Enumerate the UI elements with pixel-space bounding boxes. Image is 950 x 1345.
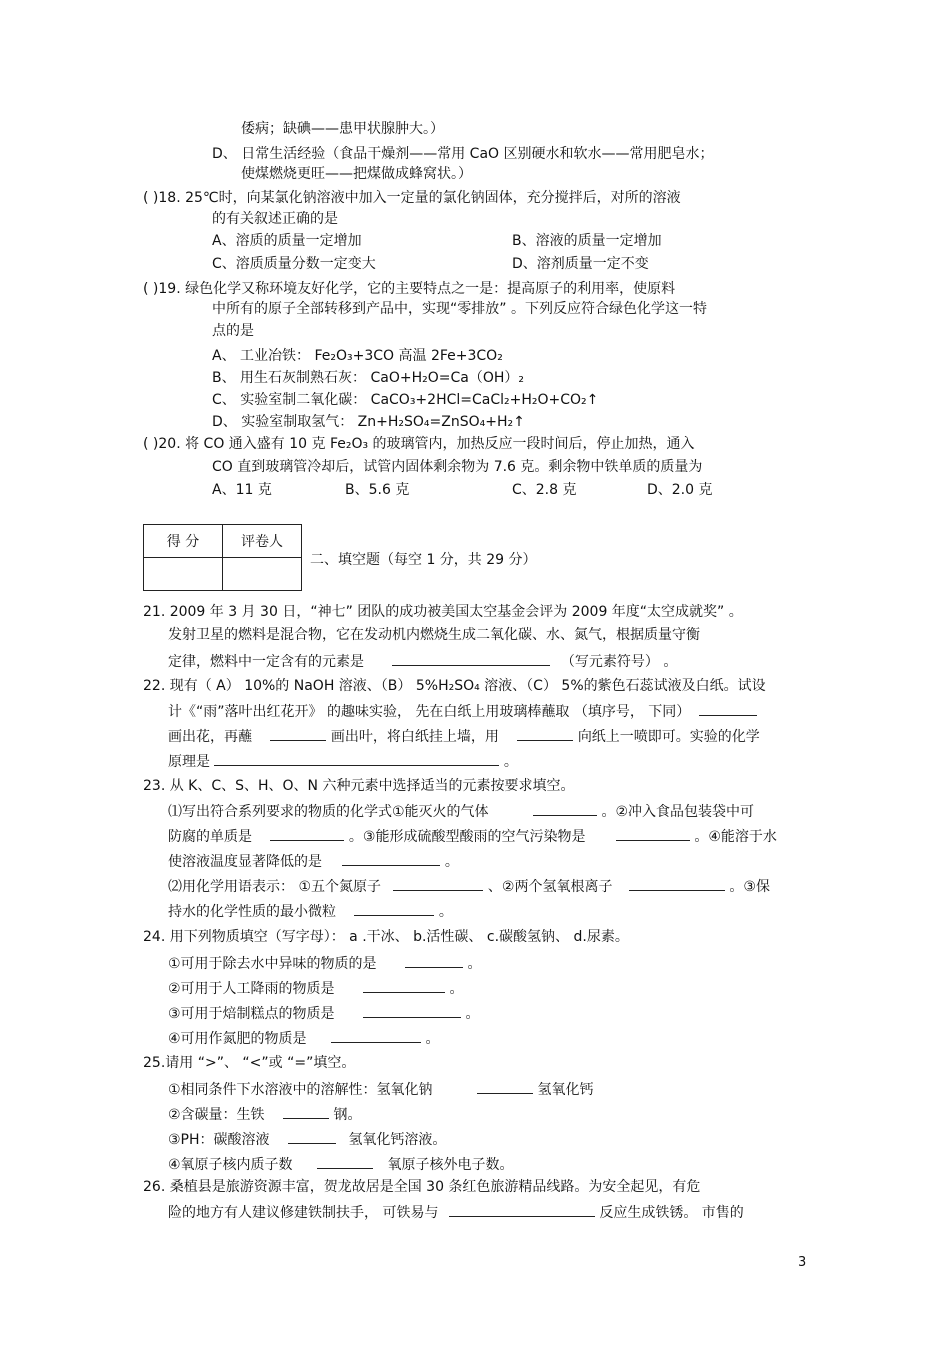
text-segment: ②可用于人工降雨的物质是 (168, 981, 335, 997)
text-segment: 。④能溶于水 (694, 829, 777, 845)
text-line (168, 751, 518, 771)
answer-blank[interactable] (331, 1028, 421, 1043)
question-24: 24. 用下列物质填空（写字母）： a .干冰、 b.活性碳、 c.碳酸氢钠、 d.尿素。 (143, 929, 629, 945)
text-line: D、 日常生活经验（食品干燥剂——常用 CaO 区别硬水和软水——常用肥皂水； (212, 146, 714, 162)
answer-blank[interactable] (363, 1003, 461, 1018)
text-line (168, 801, 754, 821)
text-segment: 向纸上一喷即可。实验的化学 (577, 729, 760, 745)
text-segment: ①相同条件下水溶液中的溶解性：氢氧化钠 (168, 1082, 433, 1098)
answer-blank[interactable] (342, 851, 440, 866)
text-segment: 。 (444, 854, 459, 870)
answer-blank[interactable] (354, 901, 434, 916)
text-segment: （写元素符号） 。 (560, 654, 678, 670)
text-segment: ⑵用化学用语表示： ①五个氮原子 (168, 879, 382, 895)
text-line: 使煤燃烧更旺——把煤做成蜂窝状。） (241, 166, 472, 182)
answer-blank[interactable] (288, 1129, 336, 1144)
answer-blank[interactable] (393, 876, 483, 891)
text-line: 中所有的原子全部转移到产品中，实现“零排放” 。下列反应符合绿色化学这一特 (212, 301, 707, 317)
question-23: 23. 从 K、C、S、H、O、N 六种元素中选择适当的元素按要求填空。 (143, 778, 575, 794)
text-segment: 定律，燃料中一定含有的元素是 (168, 654, 364, 670)
text-line (168, 851, 459, 871)
answer-blank[interactable] (517, 726, 573, 741)
text-line: 倭病；缺碘——患甲状腺肿大。） (241, 121, 444, 137)
text-segment: 。 (438, 904, 453, 920)
score-header: 得 分 (144, 525, 223, 558)
answer-blank[interactable] (449, 1202, 595, 1217)
text-segment: 钢。 (333, 1107, 362, 1123)
text-segment: 持水的化学性质的最小微粒 (168, 904, 336, 920)
text-line (168, 1202, 744, 1222)
option-d: D、溶剂质量一定不变 (512, 256, 649, 272)
text-line: 的有关叙述正确的是 (212, 211, 338, 227)
text-line (168, 1028, 439, 1048)
text-segment: 氢氧化钙溶液。 (348, 1132, 447, 1148)
text-segment: ④可用作氮肥的物质是 (168, 1031, 307, 1047)
answer-blank[interactable] (533, 801, 597, 816)
text-line (168, 1129, 446, 1149)
text-segment: 。 (503, 754, 518, 770)
text-segment: 险的地方有人建议修建铁制扶手， 可铁易与 (168, 1205, 439, 1221)
answer-blank[interactable] (270, 826, 344, 841)
text-line: 发射卫星的燃料是混合物，它在发动机内燃烧生成二氧化碳、水、氮气，根据质量守衡 (168, 627, 700, 643)
option-b: B、 用生石灰制熟石灰： CaO+H₂O=Ca（OH）₂ (212, 370, 525, 386)
text-segment: ②含碳量：生铁 (168, 1107, 265, 1123)
text-segment: 。③能形成硫酸型酸雨的空气污染物是 (348, 829, 586, 845)
text-segment: 。②冲入食品包装袋中可 (601, 804, 755, 820)
text-segment: 。 (467, 956, 482, 972)
answer-blank[interactable] (477, 1079, 533, 1094)
text-line (168, 876, 770, 896)
text-segment: 氢氧化钙 (537, 1082, 594, 1098)
text-line (168, 826, 777, 846)
answer-blank[interactable] (317, 1154, 373, 1169)
text-line (168, 1104, 361, 1124)
text-line: 点的是 (212, 323, 254, 339)
question-20: ( )20. 将 CO 通入盛有 10 克 Fe₂O₃ 的玻璃管内，加热反应一段时间后，停止加热，通入 (143, 436, 695, 452)
answer-blank[interactable] (214, 751, 499, 766)
option-b: B、5.6 克 (345, 482, 410, 498)
answer-blank[interactable] (616, 826, 690, 841)
text-line (168, 978, 463, 998)
question-21: 21. 2009 年 3 月 30 日，“神七” 团队的成功被美国太空基金会评为 2009 年度“太空成就奖” 。 (143, 604, 743, 620)
score-cell[interactable] (144, 558, 223, 591)
reviewer-cell[interactable] (223, 558, 302, 591)
reviewer-header: 评卷人 (223, 525, 302, 558)
text-segment: 反应生成铁锈。 市售的 (599, 1205, 744, 1221)
text-segment: ③可用于焙制糕点的物质是 (168, 1006, 335, 1022)
question-26: 26. 桑植县是旅游资源丰富，贺龙故居是全国 30 条红色旅游精品线路。为安全起见，有危 (143, 1179, 701, 1195)
text-line (168, 726, 760, 746)
text-segment: 。 (449, 981, 464, 997)
text-segment: ⑴写出符合系列要求的物质的化学式①能灭火的气体 (168, 804, 489, 820)
option-c: C、溶质质量分数一定变大 (212, 256, 376, 272)
text-line (168, 651, 677, 671)
text-segment: 原理是 (168, 754, 210, 770)
answer-blank[interactable] (405, 953, 463, 968)
answer-blank[interactable] (270, 726, 326, 741)
question-18: ( )18. 25℃时，向某氯化钠溶液中加入一定量的氯化钠固体，充分搅拌后，对所的溶液 (143, 190, 681, 206)
option-b: B、溶液的质量一定增加 (512, 233, 662, 249)
text-segment: 、②两个氢氧根离子 (487, 879, 613, 895)
text-line (168, 953, 481, 973)
text-segment: 。 (465, 1006, 480, 1022)
text-line (168, 1003, 479, 1023)
text-segment: 。③保 (729, 879, 770, 895)
text-segment: ④氧原子核内质子数 (168, 1157, 293, 1173)
text-segment: ①可用于除去水中异味的物质的是 (168, 956, 377, 972)
question-22: 22. 现有（ A） 10%的 NaOH 溶液、（B） 5%H₂SO₄ 溶液、（C） 5%的紫色石蕊试液及白纸。试设 (143, 678, 766, 694)
option-d: D、2.0 克 (647, 482, 713, 498)
text-segment: 画出叶，将白纸挂上墙，用 (330, 729, 499, 745)
option-d: D、 实验室制取氢气： Zn+H₂SO₄=ZnSO₄+H₂↑ (212, 414, 525, 430)
text-line: CO 直到玻璃管冷却后，试管内固体剩余物为 7.6 克。剩余物中铁单质的质量为 (212, 459, 703, 475)
question-19: ( )19. 绿色化学又称环境友好化学，它的主要特点之一是：提高原子的利用率，使原料 (143, 281, 676, 297)
text-segment: 。 (425, 1031, 440, 1047)
text-segment: 使溶液温度显著降低的是 (168, 854, 322, 870)
text-line (168, 1154, 513, 1174)
text-segment: 计《“雨”落叶出红花开》 的趣味实验， 先在白纸上用玻璃棒蘸取 （填序号， 下同） (168, 704, 691, 720)
answer-blank[interactable] (629, 876, 725, 891)
answer-blank[interactable] (283, 1104, 329, 1119)
answer-blank[interactable] (363, 978, 445, 993)
option-a: A、溶质的质量一定增加 (212, 233, 362, 249)
text-segment: 防腐的单质是 (168, 829, 252, 845)
section-title: 二、填空题（每空 1 分，共 29 分） (310, 552, 537, 568)
text-line (168, 701, 757, 721)
question-25: 25.请用 “>”、 “<”或 “=”填空。 (143, 1055, 356, 1071)
text-segment: ③PH：碳酸溶液 (168, 1132, 270, 1148)
text-line (168, 1079, 593, 1099)
text-segment: 画出花，再蘸 (168, 729, 252, 745)
answer-blank[interactable] (392, 651, 550, 666)
option-c: C、 实验室制二氧化碳： CaCO₃+2HCl=CaCl₂+H₂O+CO₂↑ (212, 392, 599, 408)
option-a: A、 工业冶铁： Fe₂O₃+3CO 高温 2Fe+3CO₂ (212, 348, 503, 364)
option-a: A、11 克 (212, 482, 272, 498)
option-c: C、2.8 克 (512, 482, 577, 498)
score-table (143, 524, 302, 591)
page-number: 3 (798, 1255, 807, 1270)
text-segment: 氧原子核外电子数。 (387, 1157, 514, 1173)
text-line (168, 901, 453, 921)
answer-blank[interactable] (699, 701, 757, 716)
